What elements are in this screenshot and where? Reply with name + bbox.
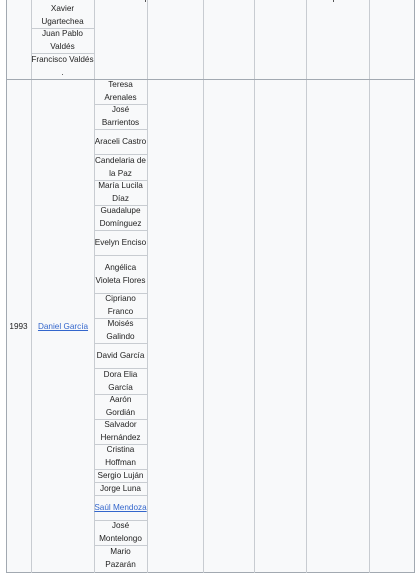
year-cell: 1993 <box>9 322 28 331</box>
list-item <box>94 470 147 483</box>
director-link[interactable]: Daniel García <box>37 322 89 331</box>
list-item[interactable] <box>94 496 147 521</box>
cast-member-name: Cipriano Franco <box>105 294 136 316</box>
list-item: Francisco Valdés . <box>31 54 94 77</box>
cast-member-name: Araceli Castro <box>94 136 147 146</box>
list-item <box>94 369 147 395</box>
list-item <box>94 256 147 294</box>
cast-member-name: Dora Elia García <box>103 369 138 392</box>
cast-member-name: Guadalupe Domínguez <box>99 206 142 228</box>
clipped-header-mark <box>333 0 334 2</box>
list-item <box>94 521 147 546</box>
cast-member-name: Cristina Hoffman <box>105 445 136 467</box>
list-item <box>94 445 147 470</box>
cast-member-name: María Lucila Díaz <box>98 181 143 203</box>
cast-member-name: Jorge Luna <box>100 483 141 493</box>
list-item <box>94 80 147 105</box>
cast-member-name: José Barrientos <box>101 105 140 127</box>
list-item: Xavier Ugartechea <box>31 3 94 29</box>
clipped-header-mark <box>145 0 146 2</box>
cast-member-name: David García <box>96 350 145 360</box>
list-item <box>94 206 147 231</box>
column-divider <box>254 0 255 573</box>
list-item <box>94 395 147 420</box>
list-item <box>94 319 147 344</box>
list-item <box>94 181 147 206</box>
list-item: Juan Pablo Valdés <box>31 29 94 54</box>
column-divider <box>306 0 307 573</box>
cast-member-name: Salvador Hernández <box>100 420 141 442</box>
column-divider <box>369 0 370 573</box>
list-item <box>94 105 147 130</box>
cast-member-link[interactable]: Saúl Mendoza <box>94 502 147 512</box>
list-item <box>94 420 147 445</box>
list-item <box>94 294 147 319</box>
cast-member-name: Sergio Luján <box>97 470 144 480</box>
column-divider <box>147 0 148 573</box>
cast-member-name: Aarón Gordián <box>105 395 136 417</box>
cast-member-name: Teresa Arenales <box>104 80 137 102</box>
cast-member-name: Candelaria de la Paz <box>95 155 146 178</box>
column-divider <box>203 0 204 573</box>
list-item <box>94 130 147 155</box>
list-item <box>94 155 147 181</box>
list-item <box>94 344 147 369</box>
cast-member-name: Evelyn Enciso <box>94 237 147 247</box>
list-item <box>94 231 147 256</box>
list-item <box>94 483 147 496</box>
cast-member-name: Moisés Galindo <box>106 319 135 341</box>
cast-member-name: Mario Pazarán <box>105 547 136 569</box>
cast-member-name: Angélica Violeta Flores <box>95 262 146 285</box>
list-item <box>94 546 147 572</box>
cast-member-name: José Montelongo <box>99 521 142 543</box>
director-cell <box>31 80 95 573</box>
